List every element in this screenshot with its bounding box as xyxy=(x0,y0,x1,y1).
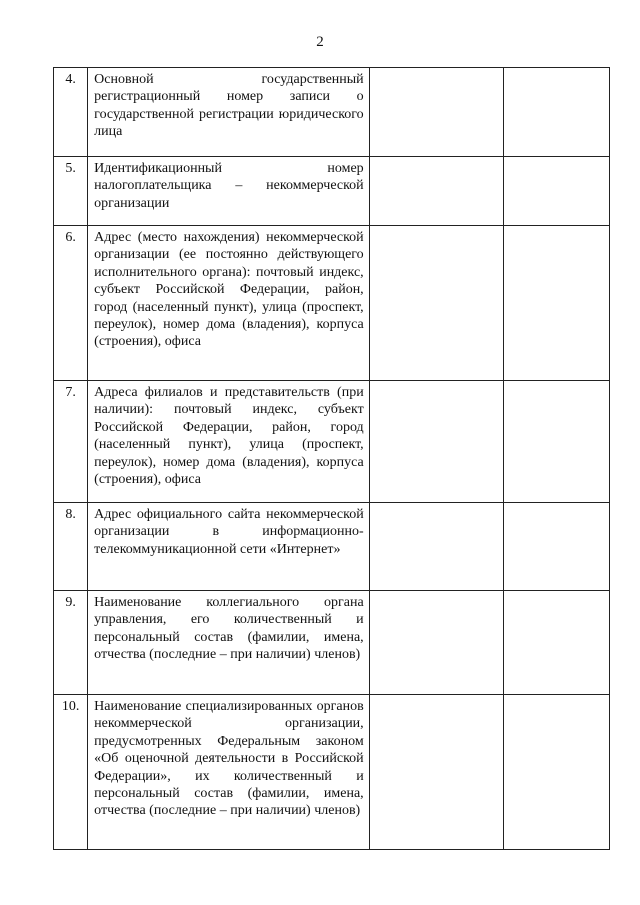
row-description-text: Наименование специализированных органов некоммерческой организации, предусмотренных Федеральным законом «Об оценочной деятельности в Российской Федерации», их количественный и персональный состав (фамилии, имена, отчества (последние – при наличии) членов) xyxy=(94,699,364,819)
row-description xyxy=(88,381,370,503)
value-cell-primary xyxy=(369,381,504,503)
page-number: 2 xyxy=(316,34,324,50)
row-description xyxy=(88,157,370,226)
row-description-text: Основной государственный регистрационный номер записи о государственной регистрации юридического лица xyxy=(94,72,364,140)
value-cell-secondary xyxy=(504,157,610,226)
value-cell-secondary xyxy=(504,591,610,695)
row-description xyxy=(88,68,370,157)
row-description xyxy=(88,226,370,381)
value-cell-secondary xyxy=(504,503,610,591)
value-cell-primary xyxy=(369,503,504,591)
row-number: 8. xyxy=(54,503,88,591)
row-number: 5. xyxy=(54,157,88,226)
row-description-text: Наименование коллегиального органа управления, его количественный и персональный состав (фамилии, имена, отчества (последние – при наличии) членов) xyxy=(94,595,364,663)
row-number: 7. xyxy=(54,381,88,503)
row-description-text: Идентификационный номер налогоплательщика – некоммерческой организации xyxy=(94,161,364,211)
row-number: 4. xyxy=(54,68,88,157)
value-cell-secondary xyxy=(504,381,610,503)
value-cell-primary xyxy=(369,68,504,157)
row-number: 6. xyxy=(54,226,88,381)
table-row xyxy=(54,381,610,503)
row-description xyxy=(88,695,370,850)
value-cell-primary xyxy=(369,695,504,850)
value-cell-secondary xyxy=(504,695,610,850)
table-row xyxy=(54,503,610,591)
table-row xyxy=(54,695,610,850)
row-description xyxy=(88,503,370,591)
row-number: 9. xyxy=(54,591,88,695)
row-description-text: Адрес официального сайта некоммерческой организации в информационно-телекоммуникационной сети «Интернет» xyxy=(94,507,364,557)
row-description xyxy=(88,591,370,695)
value-cell-primary xyxy=(369,226,504,381)
value-cell-primary xyxy=(369,591,504,695)
row-description-text: Адреса филиалов и представительств (при наличии): почтовый индекс, субъект Российской Федерации, район, город (населенный пункт), улица (проспект, переулок), номер дома (владения), корпуса (строения), офиса xyxy=(94,385,364,488)
row-number: 10. xyxy=(54,695,88,850)
registration-details-table xyxy=(53,67,610,850)
row-description-text: Адрес (место нахождения) некоммерческой организации (ее постоянно действующего исполнительного органа): почтовый индекс, субъект Российской Федерации, район, город (населенный пункт), улица (проспект, переулок), номер дома (владения), корпуса (строения), офиса xyxy=(94,230,364,350)
value-cell-secondary xyxy=(504,226,610,381)
table-row xyxy=(54,226,610,381)
table-row xyxy=(54,157,610,226)
table-row xyxy=(54,68,610,157)
value-cell-secondary xyxy=(504,68,610,157)
value-cell-primary xyxy=(369,157,504,226)
table-row xyxy=(54,591,610,695)
